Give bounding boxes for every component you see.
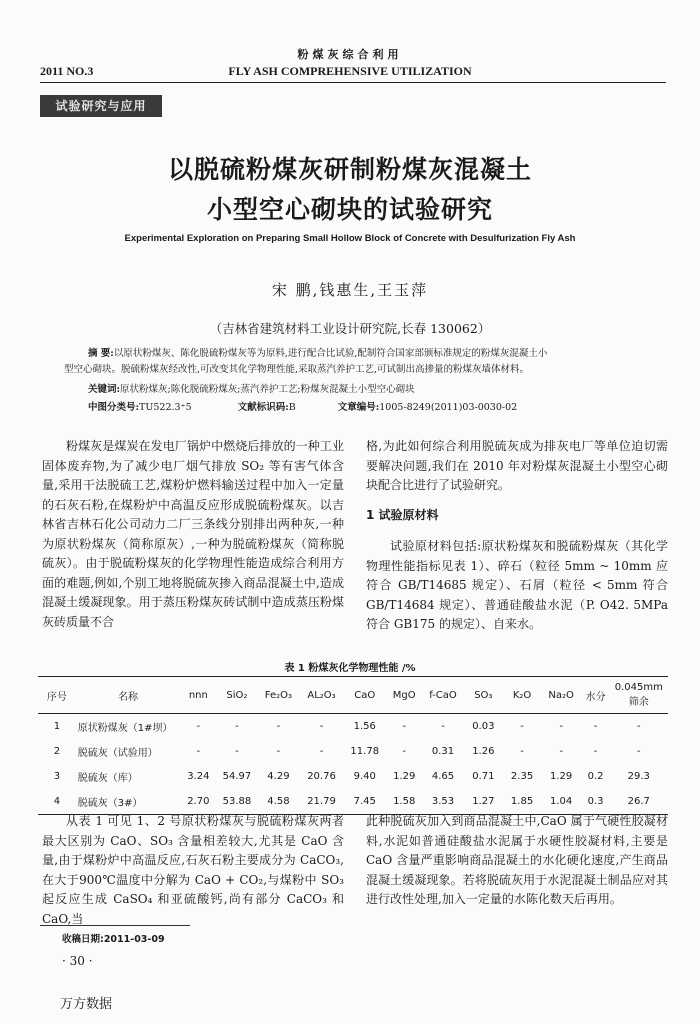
received-value: 2011-03-09 (103, 934, 165, 945)
journal-name-cn: 粉煤灰综合利用 (297, 48, 403, 61)
table-cell: 0.03 (472, 721, 495, 732)
table-cell: 原状粉煤灰（1#坝） (77, 723, 173, 734)
table-cell: - (196, 746, 201, 757)
table-body (38, 714, 668, 815)
table-cell: 脱硫灰（3#） (76, 789, 181, 815)
clc-number: TU522.3⁺5 (139, 402, 192, 413)
keywords: 原状粉煤灰;陈化脱硫粉煤灰;蒸汽养护工艺;粉煤灰混凝土小型空心砌块 (120, 384, 415, 395)
table-header-cell: 名称 (76, 677, 181, 714)
table-cell: 0.71 (472, 771, 495, 782)
header-rule (40, 82, 666, 83)
table-cell: - (402, 746, 406, 757)
title-line-2: 小型空心砌块的试验研究 (206, 195, 493, 224)
article-number-label: 文章编号: (337, 402, 380, 413)
table-row (38, 764, 668, 789)
table-cell: 1.26 (472, 746, 495, 757)
table-cell: - (235, 721, 239, 732)
abstract-line-1 (88, 346, 668, 361)
table-cell: 2.70 (181, 789, 217, 815)
page-number: · 30 · (62, 954, 93, 968)
received-date (62, 931, 165, 945)
doc-code-label: 文献标识码: (237, 402, 289, 413)
table-cell: 1 (53, 721, 61, 732)
table-header-cell: MgO (386, 677, 423, 714)
clc-label: 中图分类号: (88, 402, 140, 413)
table-cell: 11.78 (350, 746, 380, 757)
body-left-column (42, 437, 344, 632)
abstract-line-2: 型空心砌块。脱硫粉煤灰经改性,可改变其化学物理性能,采取蒸汽养护工艺,可试制出高掺量的粉煤灰墙体材料。 (64, 364, 530, 375)
table-cell: - (636, 746, 641, 757)
keywords-label: 关键词: (88, 384, 121, 395)
journal-name-en: FLY ASH COMPREHENSIVE UTILIZATION (228, 64, 472, 78)
table-cell: 脱硫灰（试验用） (77, 748, 158, 759)
body-left-column-lower (42, 812, 344, 929)
table-cell: - (319, 746, 324, 757)
authors: 宋 鹏,钱惠生,王玉萍 (271, 281, 429, 299)
article-number: 1005-8249(2011)03-0030-02 (379, 402, 518, 413)
table-row (38, 739, 668, 764)
table-cell: 1.29 (550, 771, 573, 782)
table-cell: - (559, 721, 563, 732)
section-heading-1: 1 试验原材料 (366, 507, 439, 522)
classification-line (88, 400, 668, 415)
table-cell: 53.88 (216, 789, 258, 815)
table-cell: 3 (53, 771, 61, 782)
table-header-cell: CaO (344, 677, 386, 714)
title-line-1: 以脱硫粉煤灰研制粉煤灰混凝土 (167, 155, 532, 184)
table-title: 表 1 粉煤灰化学物理性能 /% (284, 663, 416, 674)
table-cell: - (520, 746, 524, 757)
table-header-cell: SO₃ (463, 677, 503, 714)
table-cell: - (593, 721, 598, 732)
table-cell: 7.45 (344, 789, 386, 815)
table-cell: 3.24 (187, 771, 210, 782)
abstract-text-1: 以原状粉煤灰、陈化脱硫粉煤灰等为原料,进行配合比试验,配制符合国家部颁标准规定的粉煤灰混凝土小 (113, 348, 548, 359)
table-cell: 脱硫灰（库） (77, 773, 138, 784)
table-cell: - (520, 721, 524, 732)
discussion-paragraph-cont: 此种脱硫灰加入到商品混凝土中,CaO 属于气硬性胶凝材料,水泥如普通硅酸盐水泥属于水硬性胶凝材料,主要是 CaO 含量严重影响商品混凝土的水化硬化速度,产生商品混凝土缓凝现象。若将脱硫灰用于水泥混凝土制品应对其进行改性处理,加入一定量的水陈化数天后再用。 (366, 814, 668, 906)
table-cell: 2 (53, 746, 61, 757)
table-cell: 1.04 (541, 789, 582, 815)
table-header-cell: SiO₂ (216, 677, 258, 714)
table-cell: 20.76 (307, 771, 336, 782)
table-row (38, 789, 668, 815)
materials-paragraph: 试验原材料包括:原状粉煤灰和脱硫粉煤灰（其化学物理性能指标见表 1）、碎石（粒径 5mm ~ 10mm 应符合 GB/T14685 规定）、石屑（粒径 < 5mm 符合 GB/T14684 规定）、普通硅酸盐水泥（P. O42. 5MPa 符合 GB175 的规定）、自来水。 (366, 539, 668, 631)
table-header-cell: nnn (181, 677, 217, 714)
body-right-column (366, 437, 668, 635)
received-label: 收稿日期: (62, 934, 104, 945)
table-cell: - (559, 746, 563, 757)
table-cell: - (196, 721, 201, 732)
table-cell: 1.85 (503, 789, 540, 815)
table-row (38, 714, 668, 740)
table-cell: - (276, 721, 281, 732)
table-header-cell: 0.045mm筛余 (610, 677, 668, 714)
table-cell: 26.7 (610, 789, 668, 815)
table-cell: 0.2 (587, 771, 604, 782)
table-cell: 9.40 (353, 771, 376, 782)
table-cell: 2.35 (510, 771, 534, 782)
table-cell: 4.29 (267, 771, 290, 782)
intro-paragraph: 粉煤灰是煤炭在发电厂锅炉中燃烧后排放的一种工业固体废弃物,为了减少电厂烟气排放 SO₂ 等有害气体含量,采用干法脱硫工艺,煤粉炉燃料输送过程中加入一定量的石灰石粉,在煤粉炉中高温反应形成脱硫粉煤灰。以吉林省吉林石化公司动力二厂三条线分别排出两种灰,一种为原状粉煤灰（简称原灰）,一种为脱硫粉煤灰（简称脱硫灰）。由于脱硫粉煤灰的化学物理性能造成综合利用方面的难题,例如,个别工地将脱硫灰掺入商品混凝土中,造成混凝土缓凝现象。用于蒸压粉煤灰砖试制中造成蒸压粉煤灰砖质量不合 (42, 439, 344, 629)
footnote-rule (40, 925, 190, 926)
table-cell: 1.27 (463, 789, 503, 815)
table-header-cell: Fe₂O₃ (258, 677, 299, 714)
table-cell: 3.53 (423, 789, 463, 815)
table-cell: 4.65 (431, 771, 455, 782)
table-cell: - (636, 721, 641, 732)
table-header-cell: AL₂O₃ (299, 677, 344, 714)
table-cell: - (276, 746, 281, 757)
english-title: Experimental Exploration on Preparing Small Hollow Block of Concrete with Desulfurization Fly Ash (124, 233, 576, 244)
table-cell: - (402, 721, 406, 732)
table-cell: - (441, 721, 445, 732)
discussion-paragraph: 从表 1 可见 1、2 号原状粉煤灰与脱硫粉煤灰两者最大区别为 CaO、SO₃ 含量相差较大,尤其是 CaO 含量,由于煤粉炉中高温反应,石灰石粉主要成分为 CaCO₃,在大于900℃温度中分解为 CaO + CO₂,与煤粉中 SO₃ 起反应生成 CaSO₄ 和亚硫酸钙,尚有部分 CaCO₃ 和 CaO,当 (42, 814, 344, 926)
table-cell: 54.97 (222, 771, 252, 782)
table-cell: 4.58 (258, 789, 299, 815)
table-cell: 0.31 (431, 746, 455, 757)
table-cell: - (235, 746, 239, 757)
intro-paragraph-cont: 格,为此如何综合利用脱硫灰成为排灰电厂等单位迫切需要解决问题,我们在 2010 年对粉煤灰混凝土小型空心砌块配合比进行了试验研究。 (366, 439, 668, 492)
table-cell: 0.3 (582, 789, 610, 815)
affiliation: （吉林省建筑材料工业设计研究院,长春 130062） (209, 321, 491, 336)
table-cell: 4 (38, 789, 76, 815)
table-header-cell: Na₂O (541, 677, 582, 714)
watermark: 万方数据 (60, 997, 113, 1012)
table-cell: 29.3 (627, 771, 650, 782)
table-header-cell: K₂O (503, 677, 540, 714)
table-cell: 1.29 (393, 771, 416, 782)
table-header-cell: 水分 (582, 677, 610, 714)
body-right-column-lower (366, 812, 668, 910)
table-cell: 1.56 (353, 721, 376, 732)
abstract-label: 摘 要: (88, 348, 114, 359)
keywords-line (88, 382, 415, 397)
table-header-cell: 序号 (38, 677, 76, 714)
table-cell: - (593, 746, 598, 757)
table-cell: 21.79 (299, 789, 344, 815)
issue-number: 2011 NO.3 (40, 64, 94, 78)
table-cell: 1.58 (386, 789, 423, 815)
table-cell: - (319, 721, 324, 732)
table-header-cell: f-CaO (423, 677, 463, 714)
chemical-properties-table (38, 676, 668, 815)
table-header-row (38, 677, 668, 714)
section-tag: 试验研究与应用 (40, 95, 162, 117)
doc-code: B (288, 402, 296, 413)
